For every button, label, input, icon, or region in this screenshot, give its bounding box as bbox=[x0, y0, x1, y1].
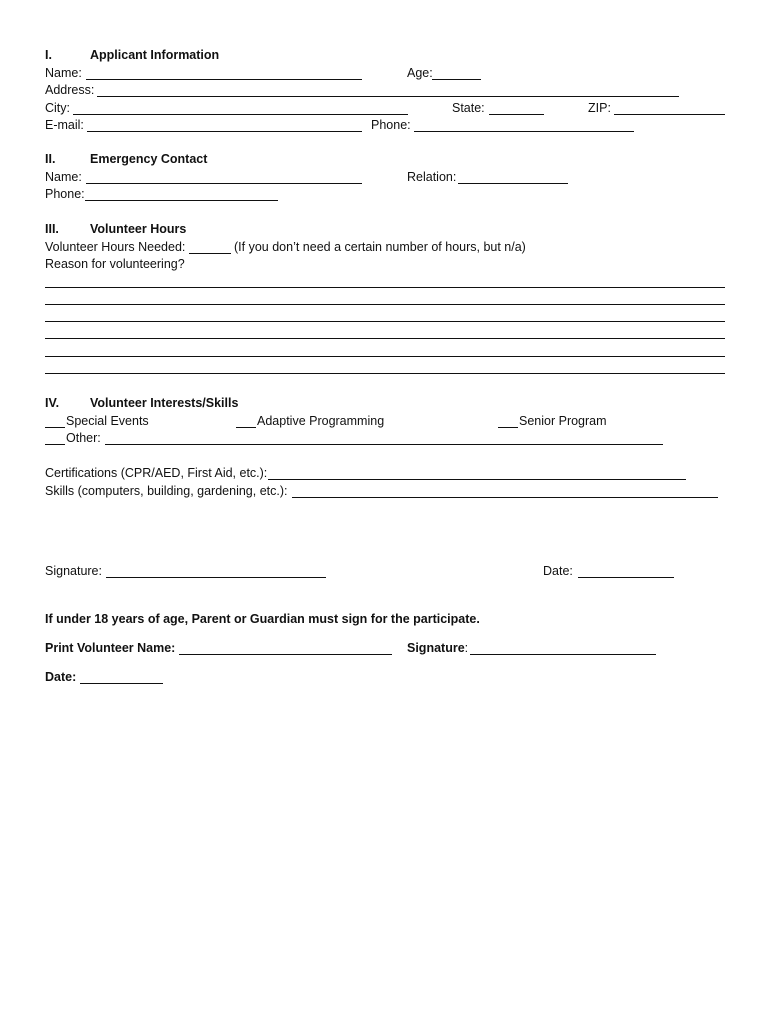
section-number-4: IV. bbox=[45, 396, 60, 410]
section-number-2: II. bbox=[45, 152, 56, 166]
special-events-check[interactable] bbox=[45, 414, 65, 428]
section-title-emergency-contact: Emergency Contact bbox=[90, 152, 208, 166]
signature-date-label: Date: bbox=[543, 564, 573, 578]
applicant-age-field[interactable] bbox=[432, 66, 481, 80]
reason-line-1[interactable] bbox=[45, 287, 725, 288]
section-number-1: I. bbox=[45, 48, 52, 62]
skills-field[interactable] bbox=[292, 484, 718, 498]
guardian-date-field[interactable] bbox=[80, 670, 163, 684]
section-number-3: III. bbox=[45, 222, 59, 236]
applicant-age-label: Age: bbox=[407, 66, 433, 80]
print-volunteer-name-label: Print Volunteer Name: bbox=[45, 641, 176, 655]
senior-program-label: Senior Program bbox=[519, 414, 607, 428]
emergency-name-label: Name: bbox=[45, 170, 82, 184]
applicant-address-label: Address: bbox=[45, 83, 95, 97]
applicant-email-field[interactable] bbox=[87, 118, 362, 132]
adaptive-programming-check[interactable] bbox=[236, 414, 256, 428]
reason-label: Reason for volunteering? bbox=[45, 257, 185, 271]
skills-label: Skills (computers, building, gardening, etc.): bbox=[45, 484, 288, 498]
hours-needed-note: (If you don’t need a certain number of hours, but n/a) bbox=[234, 240, 526, 254]
other-interest-label: Other: bbox=[66, 431, 101, 445]
reason-line-4[interactable] bbox=[45, 338, 725, 339]
guardian-signature-label: Signature bbox=[407, 641, 465, 655]
signature-field[interactable] bbox=[106, 564, 326, 578]
senior-program-check[interactable] bbox=[498, 414, 518, 428]
applicant-email-label: E-mail: bbox=[45, 118, 84, 132]
reason-line-3[interactable] bbox=[45, 321, 725, 322]
applicant-name-field[interactable] bbox=[86, 66, 362, 80]
hours-needed-field[interactable] bbox=[189, 240, 231, 254]
emergency-phone-label: Phone: bbox=[45, 187, 85, 201]
emergency-phone-field[interactable] bbox=[85, 187, 278, 201]
other-interest-field[interactable] bbox=[105, 431, 663, 445]
applicant-city-field[interactable] bbox=[73, 101, 408, 115]
reason-line-6[interactable] bbox=[45, 373, 725, 374]
signature-date-field[interactable] bbox=[578, 564, 674, 578]
applicant-phone-field[interactable] bbox=[414, 118, 634, 132]
applicant-city-label: City: bbox=[45, 101, 70, 115]
hours-needed-label: Volunteer Hours Needed: bbox=[45, 240, 186, 254]
reason-line-2[interactable] bbox=[45, 304, 725, 305]
reason-line-5[interactable] bbox=[45, 356, 725, 357]
emergency-relation-label: Relation: bbox=[407, 170, 457, 184]
section-title-applicant-information: Applicant Information bbox=[90, 48, 220, 62]
applicant-zip-field[interactable] bbox=[614, 101, 725, 115]
applicant-zip-label: ZIP: bbox=[588, 101, 611, 115]
applicant-state-field[interactable] bbox=[489, 101, 544, 115]
emergency-name-field[interactable] bbox=[86, 170, 362, 184]
applicant-name-label: Name: bbox=[45, 66, 82, 80]
applicant-phone-label: Phone: bbox=[371, 118, 411, 132]
section-title-volunteer-hours: Volunteer Hours bbox=[90, 222, 187, 236]
section-title-interests-skills: Volunteer Interests/Skills bbox=[90, 396, 239, 410]
special-events-label: Special Events bbox=[66, 414, 149, 428]
adaptive-programming-label: Adaptive Programming bbox=[257, 414, 385, 428]
guardian-date-label: Date: bbox=[45, 670, 77, 684]
other-interest-check[interactable] bbox=[45, 431, 65, 445]
signature-label: Signature: bbox=[45, 564, 102, 578]
guardian-signature-field[interactable] bbox=[470, 641, 656, 655]
guardian-signature-label-wrap: Signature: bbox=[407, 641, 469, 655]
applicant-state-label: State: bbox=[452, 101, 485, 115]
certifications-field[interactable] bbox=[268, 466, 686, 480]
print-volunteer-name-field[interactable] bbox=[179, 641, 392, 655]
certifications-label: Certifications (CPR/AED, First Aid, etc.): bbox=[45, 466, 268, 480]
applicant-address-field[interactable] bbox=[97, 83, 679, 97]
emergency-relation-field[interactable] bbox=[458, 170, 568, 184]
guardian-notice: If under 18 years of age, Parent or Guardian must sign for the participate. bbox=[45, 612, 480, 626]
